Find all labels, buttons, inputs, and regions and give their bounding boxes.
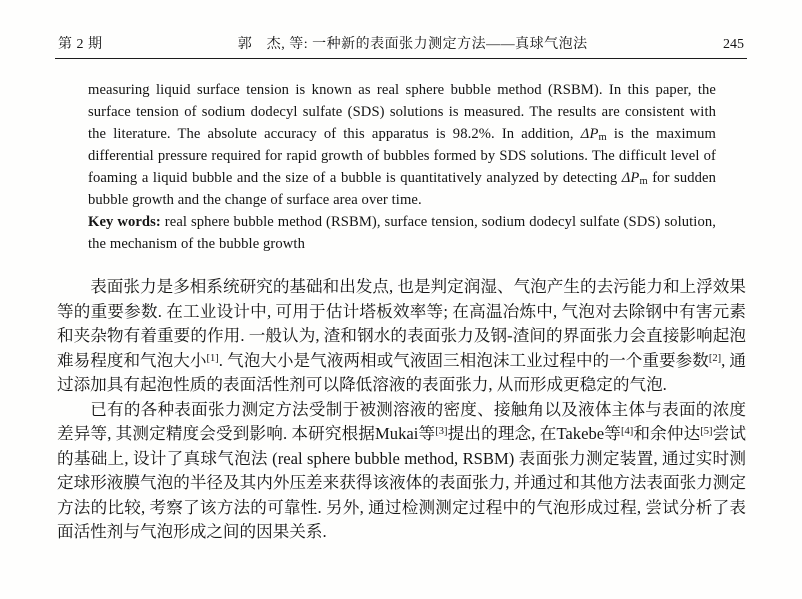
p1-text-3: , 通过添加具有起泡性质的表面活性剂可以降低溶液的表面张力, 从而形成更稳定的气泡. (57, 350, 747, 394)
abstract-text-3: for sudden bubble growth and the change of surface area over time. (88, 170, 716, 208)
abstract-section (88, 79, 716, 255)
body-paragraph-1 (57, 275, 746, 398)
p2-text-3: 和余仲达 (633, 424, 701, 443)
keywords-text: real sphere bubble method (RSBM), surface tension, sodium dodecyl sulfate (SDS) solution, the mechanism of the bubble growth (88, 214, 716, 252)
header-running-title: 郭 杰, 等: 一种新的表面张力测定方法——真球气泡法 (237, 37, 588, 52)
abstract-text-2: is the maximum differential pressure required for rapid growth of bubbles formed by SDS solutions. The difficult level of foaming a liquid bubble and the size of a bubble is quantitatively analyzed by detecting (88, 126, 716, 186)
citation-ref-3: [3] (435, 426, 448, 437)
delta-pm-variable: $\Delta P_m$ (621, 170, 648, 187)
p2-text-1: 已有的各种表面张力测定方法受制于被测溶液的密度、接触角以及液体主体与表面的浓度差异等, 其测定精度会受到影响. 本研究根据Mukai等 (57, 399, 746, 443)
chinese-body (57, 275, 746, 545)
p1-text-1: 表面张力是多相系统研究的基础和出发点, 也是判定润湿、气泡产生的去污能力和上浮效果等的重要参数. 在工业设计中, 可用于估计塔板效率等; 在高温冶炼中, 气泡对去除钢中有害元素和夹杂物有着重要的作用. 一般认为, 渣和钢水的表面张力及钢-渣间的界面张力会直接影响起泡难易程度和气泡大小 (57, 277, 746, 370)
header-issue: 第 2 期 (58, 37, 103, 52)
p2-text-4: 尝试的基础上, 设计了真球气泡法 (real sphere bubble method, RSBM) 表面张力测定装置, 通过实时测定球形液膜气泡的半径及其内外压差来获得该液体的表面张力, 并通过和其他方法表面张力测定方法的比较, 考察了该方法的可靠性. 另外, 通过检测测定过程中的气泡形成过程, 尝试分析了表面活性剂与气泡形成之间的因果关系. (57, 424, 747, 541)
abstract-text-1: measuring liquid surface tension is known as real sphere bubble method (RSBM). In this paper, the surface tension of sodium dodecyl sulfate (SDS) solutions is measured. The results are consistent with the literature. The absolute accuracy of this apparatus is 98.2%. In addition, (88, 82, 716, 142)
citation-ref-5: [5] (700, 426, 713, 437)
citation-ref-4: [4] (620, 426, 634, 437)
abstract-continuation-paragraph (88, 79, 716, 211)
citation-ref-2: [2] (708, 352, 722, 364)
header-page-number: 245 (723, 37, 744, 52)
keywords-line (88, 211, 716, 255)
keywords-label: Key words: (88, 214, 161, 230)
p1-text-2: . 气泡大小是气液两相或气液固三相泡沫工业过程中的一个重要参数 (218, 350, 709, 370)
running-header (58, 36, 744, 53)
header-rule (55, 58, 747, 59)
delta-pm-variable: $\Delta P_m$ (580, 126, 607, 143)
p2-text-2: 提出的理念, 在Takebe等 (447, 424, 621, 443)
body-paragraph-2 (57, 398, 746, 545)
citation-ref-1: [1] (206, 352, 219, 364)
